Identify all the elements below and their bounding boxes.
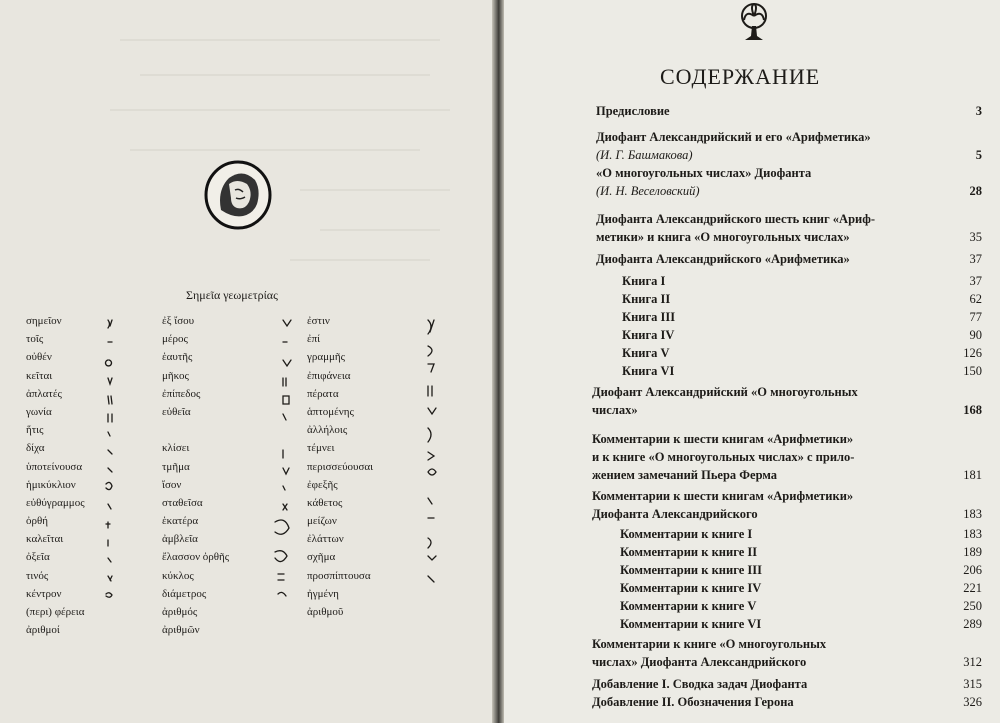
glossary-term: ὀρθή	[26, 515, 49, 528]
toc-entry: Комментарии к книге IV	[620, 581, 762, 595]
toc-entry: «О многоугольных числах» Диофанта	[596, 166, 812, 180]
glossary-term: ἀλλήλοις	[307, 424, 348, 437]
glossary-term: ἑκατέρα	[162, 515, 199, 528]
toc-page-number: 35	[969, 230, 982, 244]
book-spine	[492, 0, 504, 723]
toc-entry: Комментарии к книге I	[620, 527, 753, 541]
toc-entry: Добавление I. Сводка задач Диофанта	[592, 677, 808, 691]
glossary-term: (περι) φέρεια	[26, 606, 85, 618]
glossary-term: μέρος	[162, 333, 188, 346]
toc-entry: Книга I	[622, 274, 666, 288]
glossary-term: ἑαυτῆς	[162, 351, 193, 364]
glossary-term: σχῆμα	[307, 551, 336, 564]
glossary-column-1	[26, 312, 85, 639]
toc-page-number: 221	[963, 581, 982, 595]
toc-entry: Книга IV	[622, 328, 675, 342]
glossary-term: κέντρον	[26, 587, 62, 600]
left-page	[0, 0, 492, 723]
toc-entry: Книга V	[622, 346, 670, 360]
glossary-term: περισσεύουσαι	[307, 460, 374, 473]
glossary-term: σταθεῖσα	[162, 496, 203, 509]
glossary-term: ἠγμένη	[307, 587, 339, 600]
glossary-term: ἁπτομένης	[307, 405, 354, 418]
glossary-term: ὑποτείνουσα	[26, 460, 83, 473]
toc-entry: Диофанта Александрийского	[592, 507, 758, 521]
glossary-term: ἐπίπεδος	[162, 387, 201, 400]
toc-page-number: 168	[963, 403, 982, 417]
glossary-term: δίχα	[26, 442, 45, 455]
glossary-term: κεῖται	[26, 369, 53, 382]
toc-entry: Книга VI	[622, 364, 675, 378]
toc-entry: Добавление II. Обозначения Герона	[592, 695, 794, 709]
contents-title: СОДЕРЖАНИЕ	[660, 64, 821, 89]
glossary-term: ἔλασσον ὀρθῆς	[162, 551, 230, 564]
toc-page-number: 126	[963, 346, 982, 360]
toc-entry: Книга II	[622, 292, 671, 306]
glossary-term: ἐπιφάνεια	[307, 369, 351, 382]
toc-page-number: 77	[969, 310, 982, 324]
glossary-term: προσπίπτουσα	[307, 569, 371, 582]
glossary-title: Σημεῖα γεωμετρίας	[186, 288, 278, 302]
glossary-term: τινός	[26, 569, 49, 582]
toc-entry: Комментарии к книге V	[620, 599, 757, 613]
coin-portrait-icon	[203, 160, 273, 230]
toc-page-number: 289	[963, 617, 982, 631]
toc-entry: Диофанта Александрийского «Арифметика»	[596, 252, 850, 266]
toc-page-number: 37	[969, 252, 982, 266]
toc-entry: и к книге «О многоугольных числах» с прило-	[592, 450, 855, 464]
toc-page-number: 62	[969, 292, 982, 306]
glossary-term: μῆκος	[162, 369, 189, 382]
toc-page-number: 181	[963, 468, 982, 482]
glossary-term: σημεῖον	[26, 315, 62, 327]
toc-page-number: 315	[963, 677, 982, 691]
toc-page-number: 5	[975, 148, 982, 162]
table-of-contents	[504, 0, 1000, 723]
toc-page-number: 150	[963, 364, 982, 378]
glossary-term: τμῆμα	[162, 460, 190, 473]
toc-entry: Предисловие	[596, 104, 670, 118]
glossary-term: διάμετρος	[162, 587, 207, 600]
toc-entry: Диофант Александрийский и его «Арифметика»	[596, 130, 871, 144]
toc-entry: Комментарии к книге «О многоугольных	[592, 637, 827, 651]
glossary-term: καλεῖται	[26, 533, 64, 546]
glossary-term: γραμμῆς	[307, 351, 346, 364]
glossary-term: κάθετος	[307, 496, 343, 509]
toc-entry: Книга III	[622, 310, 676, 324]
glossary-term: οὐθέν	[26, 351, 52, 364]
toc-page-number: 183	[963, 507, 982, 521]
toc-page-number: 37	[969, 274, 982, 288]
glossary-term: τοῖς	[26, 333, 44, 346]
glossary-term: ἐστιν	[307, 315, 330, 327]
toc-page-number: 28	[969, 184, 982, 198]
toc-entry: Комментарии к книге III	[620, 563, 762, 577]
toc-entry: числах» Диофанта Александрийского	[592, 655, 807, 669]
glossary-term	[307, 621, 373, 639]
glossary-term: κλίσει	[162, 442, 190, 455]
toc-entry: жением замечаний Пьера Ферма	[592, 468, 778, 482]
glossary-term: ἀριθμοί	[26, 624, 60, 637]
glossary-term: ἐπί	[307, 333, 321, 346]
toc-entry: Комментарии к книге II	[620, 545, 758, 559]
toc-entry: Диофант Александрийский «О многоугольных	[592, 385, 858, 399]
glossary-term: εὐθύγραμμος	[26, 496, 85, 509]
toc-entry: Диофанта Александрийского шесть книг «Ариф-	[596, 212, 876, 226]
toc-page-number: 312	[963, 655, 982, 669]
glossary-term: κύκλος	[162, 569, 194, 582]
glossary-term: τέμνει	[307, 442, 335, 455]
toc-page-number: 250	[963, 599, 982, 613]
toc-page-number: 206	[963, 563, 982, 577]
toc-entry: Комментарии к шести книгам «Арифметики»	[592, 432, 854, 446]
toc-entry: Комментарии к шести книгам «Арифметики»	[592, 489, 854, 503]
toc-page-number: 189	[963, 545, 982, 559]
abbreviation-symbols	[100, 312, 480, 612]
toc-page-number: 3	[975, 104, 982, 118]
glossary-term: ἀμβλεῖα	[162, 533, 198, 546]
toc-entry: (И. Г. Башмакова)	[596, 148, 693, 162]
toc-entry: Комментарии к книге VI	[620, 617, 762, 631]
toc-page-number: 90	[969, 328, 982, 342]
toc-entry: метики» и книга «О многоугольных числах»	[596, 230, 850, 244]
glossary-term: ὀξεῖα	[26, 551, 50, 564]
toc-entry: числах»	[592, 403, 638, 417]
glossary-term: ἀριθμοῦ	[307, 606, 344, 618]
glossary-term: ἴσον	[162, 478, 182, 491]
glossary-term: πέρατα	[307, 387, 339, 400]
glossary-term: γωνία	[26, 405, 52, 418]
toc-page-number: 183	[963, 527, 982, 541]
toc-entry: (И. Н. Веселовский)	[596, 184, 700, 198]
glossary-term: ἐξ ἴσου	[162, 315, 195, 327]
glossary-term: ἡμικύκλιον	[26, 478, 76, 491]
toc-page-number: 326	[963, 695, 982, 709]
glossary-term: ἐλάττων	[307, 533, 344, 546]
right-page	[504, 0, 1000, 723]
glossary-term: ἀριθμός	[162, 606, 198, 618]
glossary-term: ἐφεξῆς	[307, 478, 338, 491]
glossary-term: μείζων	[307, 515, 337, 528]
glossary-term: εὐθεῖα	[162, 405, 191, 418]
glossary-term: ἀριθμῶν	[162, 624, 200, 637]
glossary-term: ἀπλατές	[26, 387, 62, 400]
glossary-term: ἥτις	[26, 424, 44, 437]
